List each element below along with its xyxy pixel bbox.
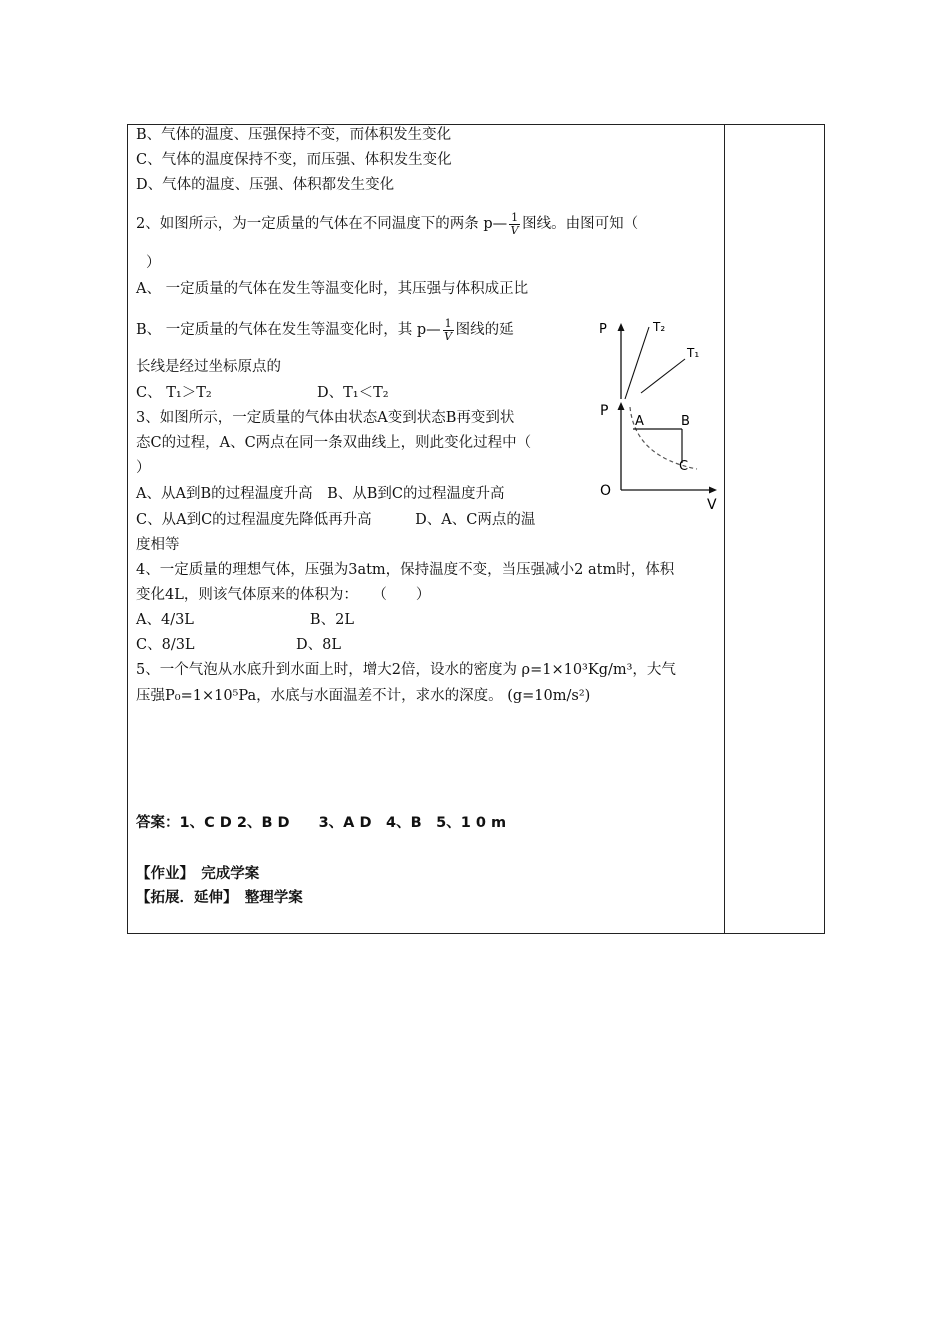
q3-line-3: ） <box>136 460 151 476</box>
q3-line-2: 态C的过程，A、C两点在同一条双曲线上，则此变化过程中（ <box>136 435 532 451</box>
q2-paren-close: ） <box>146 255 161 271</box>
q2-stem-text: 2、如图所示，为一定质量的气体在不同温度下的两条 p— <box>136 216 508 232</box>
q4-options-cd: C、8/3L D、8L <box>136 637 342 653</box>
t2-line <box>625 327 649 399</box>
q5-line-1: 5、一个气泡从水底升到水面上时，增大2倍，设水的密度为 ρ=1×10³Kg/m³，大气 <box>136 662 676 678</box>
t1-line <box>641 359 685 393</box>
q4-line-2: 变化4L，则该气体原来的体积为： （ ） <box>136 587 431 603</box>
worksheet-table <box>127 124 825 934</box>
column-divider <box>724 125 725 933</box>
q2-option-a: A、 一定质量的气体在发生等温变化时，其压强与体积成正比 <box>136 281 529 297</box>
q3-options-cd: C、从A到C的过程温度先降低再升高 D、A、C两点的温 <box>136 512 536 528</box>
q1-option-b: B、气体的温度、压强保持不变，而体积发生变化 <box>136 127 452 143</box>
q5-line-2: 压强P₀=1×10⁵Pa，水底与水面温差不计，求水的深度。 (g=10m/s²) <box>136 688 591 704</box>
q3-options-cd-continued: 度相等 <box>136 537 180 553</box>
v-axis-arrow <box>709 487 717 494</box>
q2-stem <box>136 205 638 243</box>
q2-option-d: D、T₁＜T₂ <box>317 385 389 401</box>
q2-option-b: B、 一定质量的气体在发生等温变化时，其 p— $\frac{1}{V}$ 图线的延 <box>136 316 514 343</box>
q2-option-b-continued: 长线是经过坐标原点的 <box>136 359 281 375</box>
v-axis-label: V <box>707 497 717 513</box>
answer-key: 答案：1、C D 2、B D 3、A D 4、B 5、1 0 m <box>136 815 507 831</box>
p-axis-arrow <box>618 402 625 410</box>
fraction-1-over-v: $\frac{1}{V}$ <box>444 316 453 343</box>
q3-options-ab: A、从A到B的过程温度升高 B、从B到C的过程温度升高 <box>136 486 505 502</box>
point-c-label: C <box>679 459 689 474</box>
q2-stem-text-2: 图线。由图可知（ <box>522 216 639 232</box>
extension-line: 【拓展．延伸】 整理学案 <box>136 890 303 906</box>
t2-label: T₂ <box>653 320 666 334</box>
q3-line-1: 3、如图所示，一定质量的气体由状态A变到状态B再变到状 <box>136 410 515 426</box>
q4-line-1: 4、一定质量的理想气体，压强为3atm，保持温度不变，当压强减小2 atm时，体积 <box>136 562 675 578</box>
point-a-label: A <box>635 414 644 429</box>
q2-option-c: C、 T₁＞T₂ <box>136 385 212 401</box>
point-b-label: B <box>681 414 690 429</box>
pv-diagram-figure <box>593 397 723 515</box>
q1-option-c: C、气体的温度保持不变，而压强、体积发生变化 <box>136 152 452 168</box>
q4-options-ab: A、4/3L B、2L <box>136 612 354 628</box>
p-axis-label: P <box>600 403 609 419</box>
origin-label: O <box>600 483 612 499</box>
q1-option-d: D、气体的温度、压强、体积都发生变化 <box>136 177 395 193</box>
t1-label: T₁ <box>687 346 700 360</box>
homework-line: 【作业】 完成学案 <box>136 866 260 882</box>
p-axis-arrow <box>618 323 625 331</box>
p-axis-label: P <box>599 322 607 337</box>
fraction-1-over-v: $\frac{1}{V}$ <box>510 210 519 237</box>
p-inverse-v-figure <box>593 315 723 401</box>
